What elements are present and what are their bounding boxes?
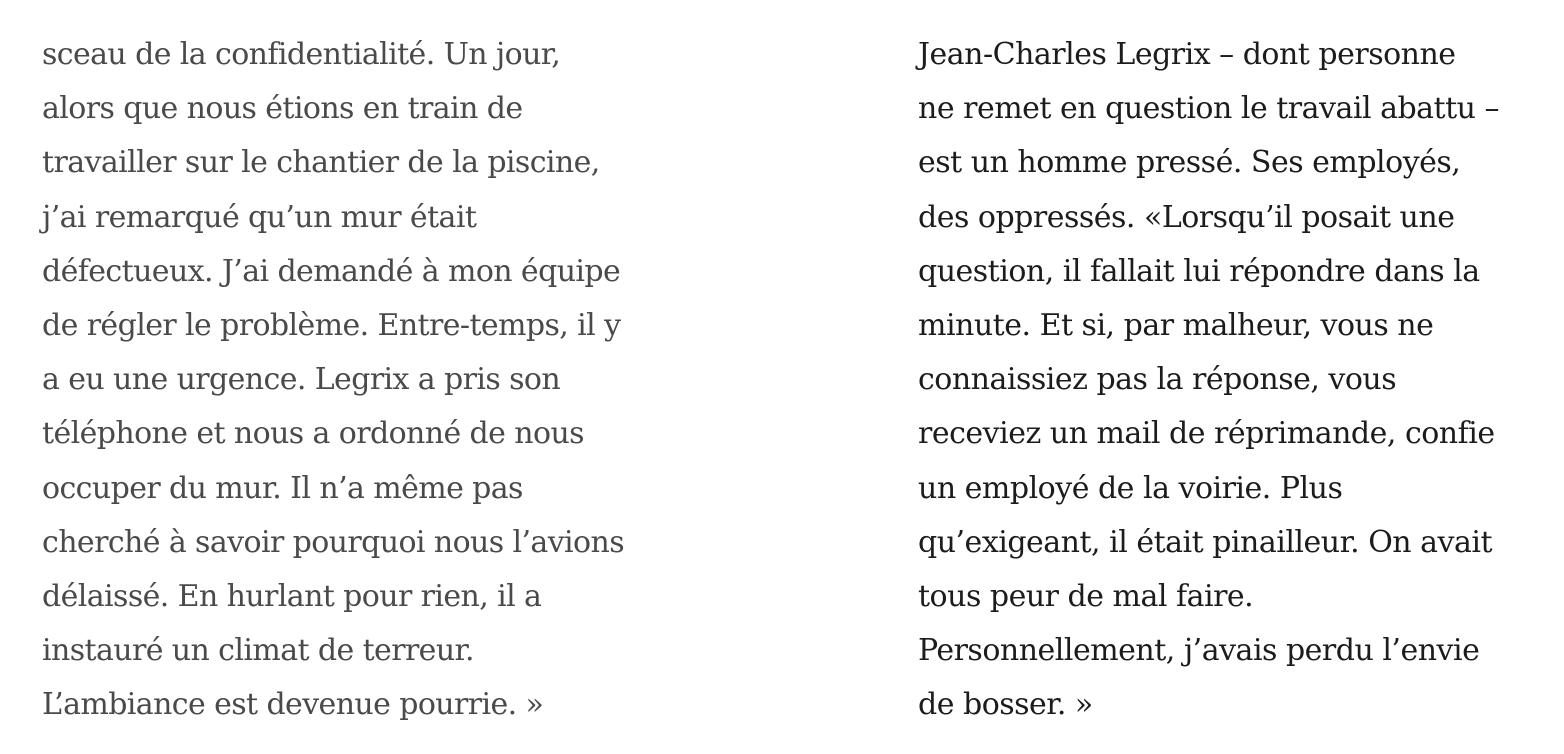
right-line: des oppressés. «Lorsqu’il posait une [918, 199, 1455, 235]
right-line: un employé de la voirie. Plus [918, 470, 1343, 506]
right-line: minute. Et si, par malheur, vous ne [918, 307, 1434, 343]
right-line: qu’exigeant, il était pinailleur. On avait [918, 524, 1493, 560]
left-line: sceau de la confidentialité. Un jour, [42, 37, 561, 72]
left-line: L’ambiance est devenue pourrie. » [42, 687, 544, 723]
left-line: j’ai remarqué qu’un mur était [42, 199, 477, 235]
left-line: de régler le problème. Entre-temps, il y [42, 307, 621, 343]
left-line: téléphone et nous a ordonné de nous [42, 416, 584, 452]
right-text-column [918, 28, 1499, 732]
left-line: occuper du mur. Il n’a même pas [42, 470, 523, 506]
left-line: instauré un climat de terreur. [42, 633, 474, 669]
left-line: a eu une urgence. Legrix a pris son [42, 362, 561, 398]
left-text-column [42, 28, 624, 732]
left-line: alors que nous étions en train de [42, 91, 523, 127]
right-line: receviez un mail de réprimande, confie [918, 416, 1495, 452]
right-line: question, il fallait lui répondre dans la [918, 253, 1480, 289]
left-line: défectueux. J’ai demandé à mon équipe [42, 253, 621, 289]
right-line: Personnellement, j’avais perdu l’envie [918, 633, 1480, 669]
left-line: travailler sur le chantier de la piscine, [42, 145, 600, 181]
left-line: cherché à savoir pourquoi nous l’avions [42, 524, 625, 560]
right-line: de bosser. » [918, 687, 1093, 723]
right-line: tous peur de mal faire. [918, 578, 1254, 614]
left-line: délaissé. En hurlant pour rien, il a [42, 578, 542, 614]
right-line: ne remet en question le travail abattu – [918, 91, 1500, 127]
right-line: est un homme pressé. Ses employés, [918, 145, 1461, 181]
right-line: connaissiez pas la réponse, vous [918, 362, 1397, 398]
right-line: Jean-Charles Legrix – dont personne [918, 37, 1456, 72]
